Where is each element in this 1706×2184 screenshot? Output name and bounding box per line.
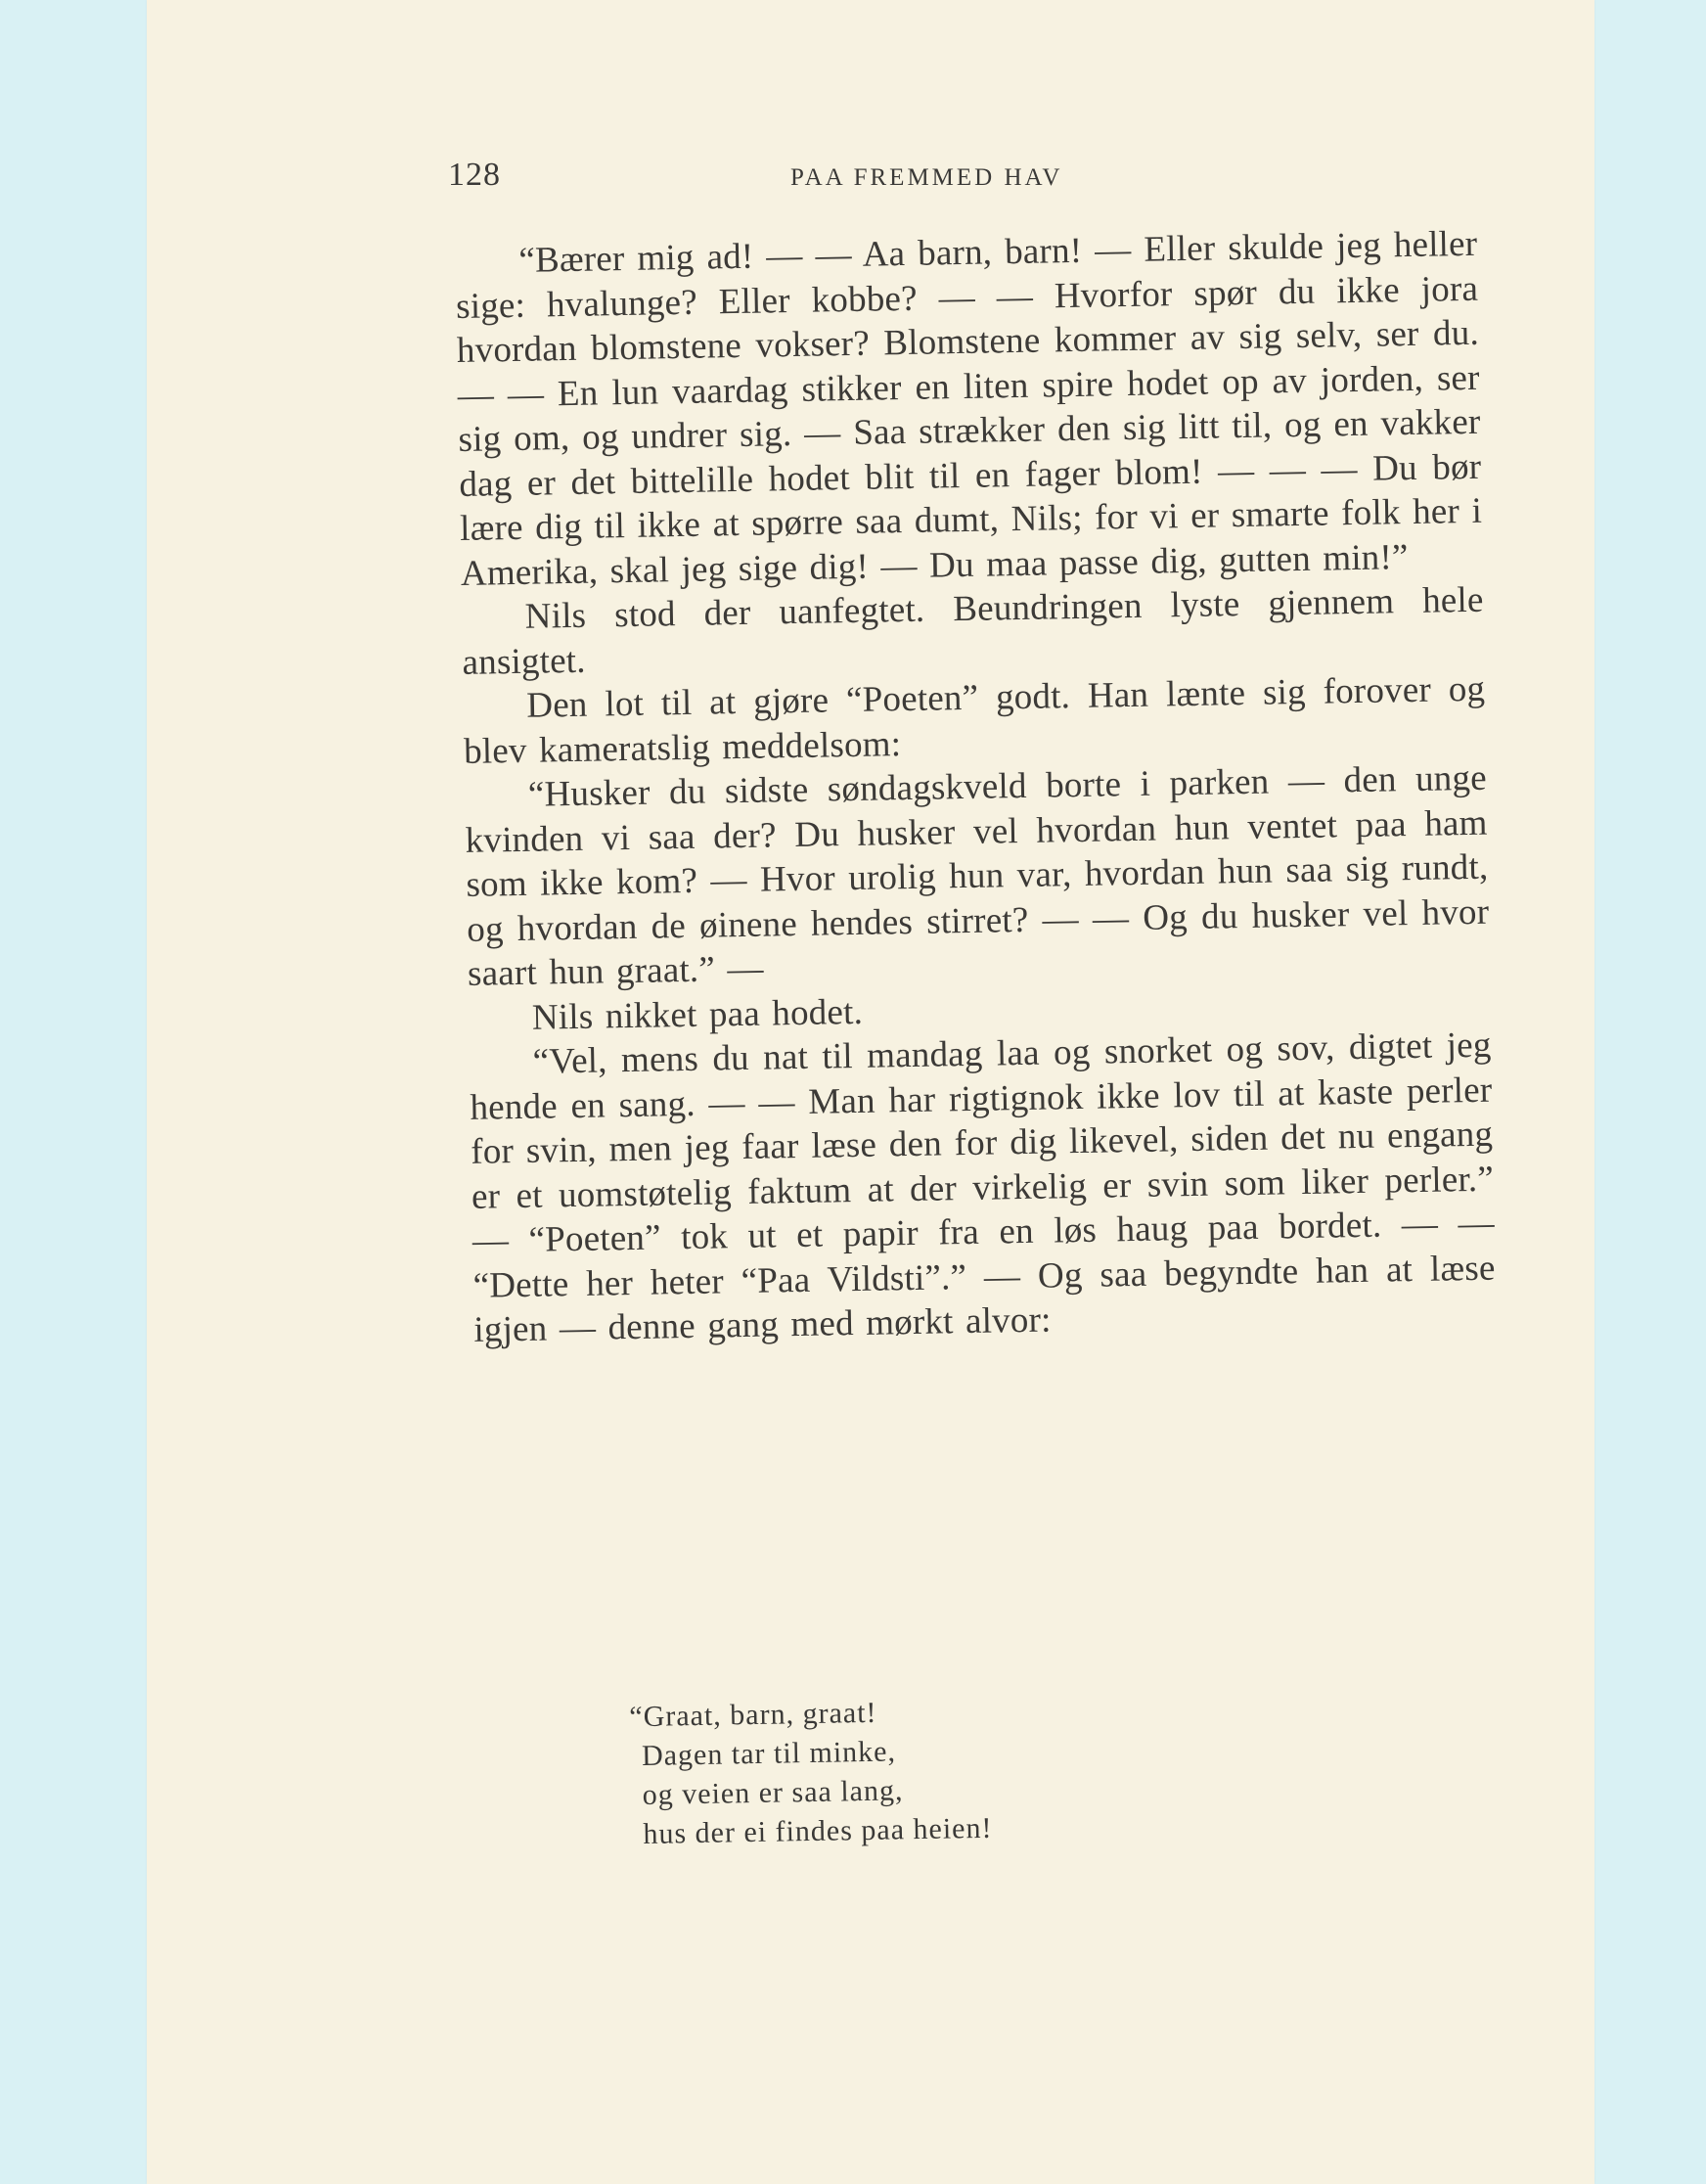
page-header [448,157,1475,196]
paragraph: Nils stod der uanfegtet. Beundringen lyste gjennem hele ansigtet. [462,579,1484,683]
paragraph: “Bærer mig ad! — — Aa barn, barn! — Eller skulde jeg heller sige: hvalunge? Eller kobbe? — — Hvorfor spør du ikke jora hvordan blomstene vokser? Blomstene kommer av sig selv, ser du. — — En lun vaardag stikker en liten spire hodet op av jorden, ser sig om, og undrer sig. — Saa strækker den sig litt til, og en vakker dag er det bittelille hodet blit til en fager blom! — — — Du bør lære dig til ikke at spørre saa dumt, Nils; for vi er smarte folk her i Amerika, skal jeg sige dig! — Du maa passe dig, gutten min!” [455,223,1483,594]
body-text [455,222,1497,1353]
poem-line: og veien er saa lang, [642,1774,904,1811]
paragraph: “Vel, mens du nat til mandag laa og snorket og sov, digtet jeg hende en sang. — — Man har rigtignok ikke lov til at kaste perler for svin, men jeg faar læse den for dig likevel, siden det nu engang er et uomstøtelig faktum at der virkelig er svin som liker perler.” — “Poeten” tok ut et papir fra en løs haug paa bordet. — — “Dette her heter “Paa Vildsti”.” — Og saa begyndte han at læse igjen — denne gang med mørkt alvor: [470,1024,1496,1350]
paragraph: “Husker du sidste søndagskveld borte i parken — den unge kvinden vi saa der? Du husker vel hvordan hun ventet paa ham som ikke kom? — Hvor urolig hun var, hvordan hun saa sig rundt, og hvordan de øinene hendes stirret? — — Og du husker vel hvor saart hun graat.” — [465,757,1490,994]
poem-excerpt [629,1692,993,1854]
poem-line: hus der ei findes paa heien! [643,1811,993,1850]
poem-line: “Graat, barn, graat! [629,1696,877,1734]
poem-line: Dagen tar til minke, [641,1735,897,1772]
page-number: 128 [448,157,501,193]
running-head: PAA FREMMED HAV [790,164,1063,191]
paragraph: Nils nikket paa hodet. [531,991,864,1038]
paragraph: Den lot til at gjøre “Poeten” godt. Han lænte sig forover og blev kameratslig meddelsom: [463,668,1486,772]
